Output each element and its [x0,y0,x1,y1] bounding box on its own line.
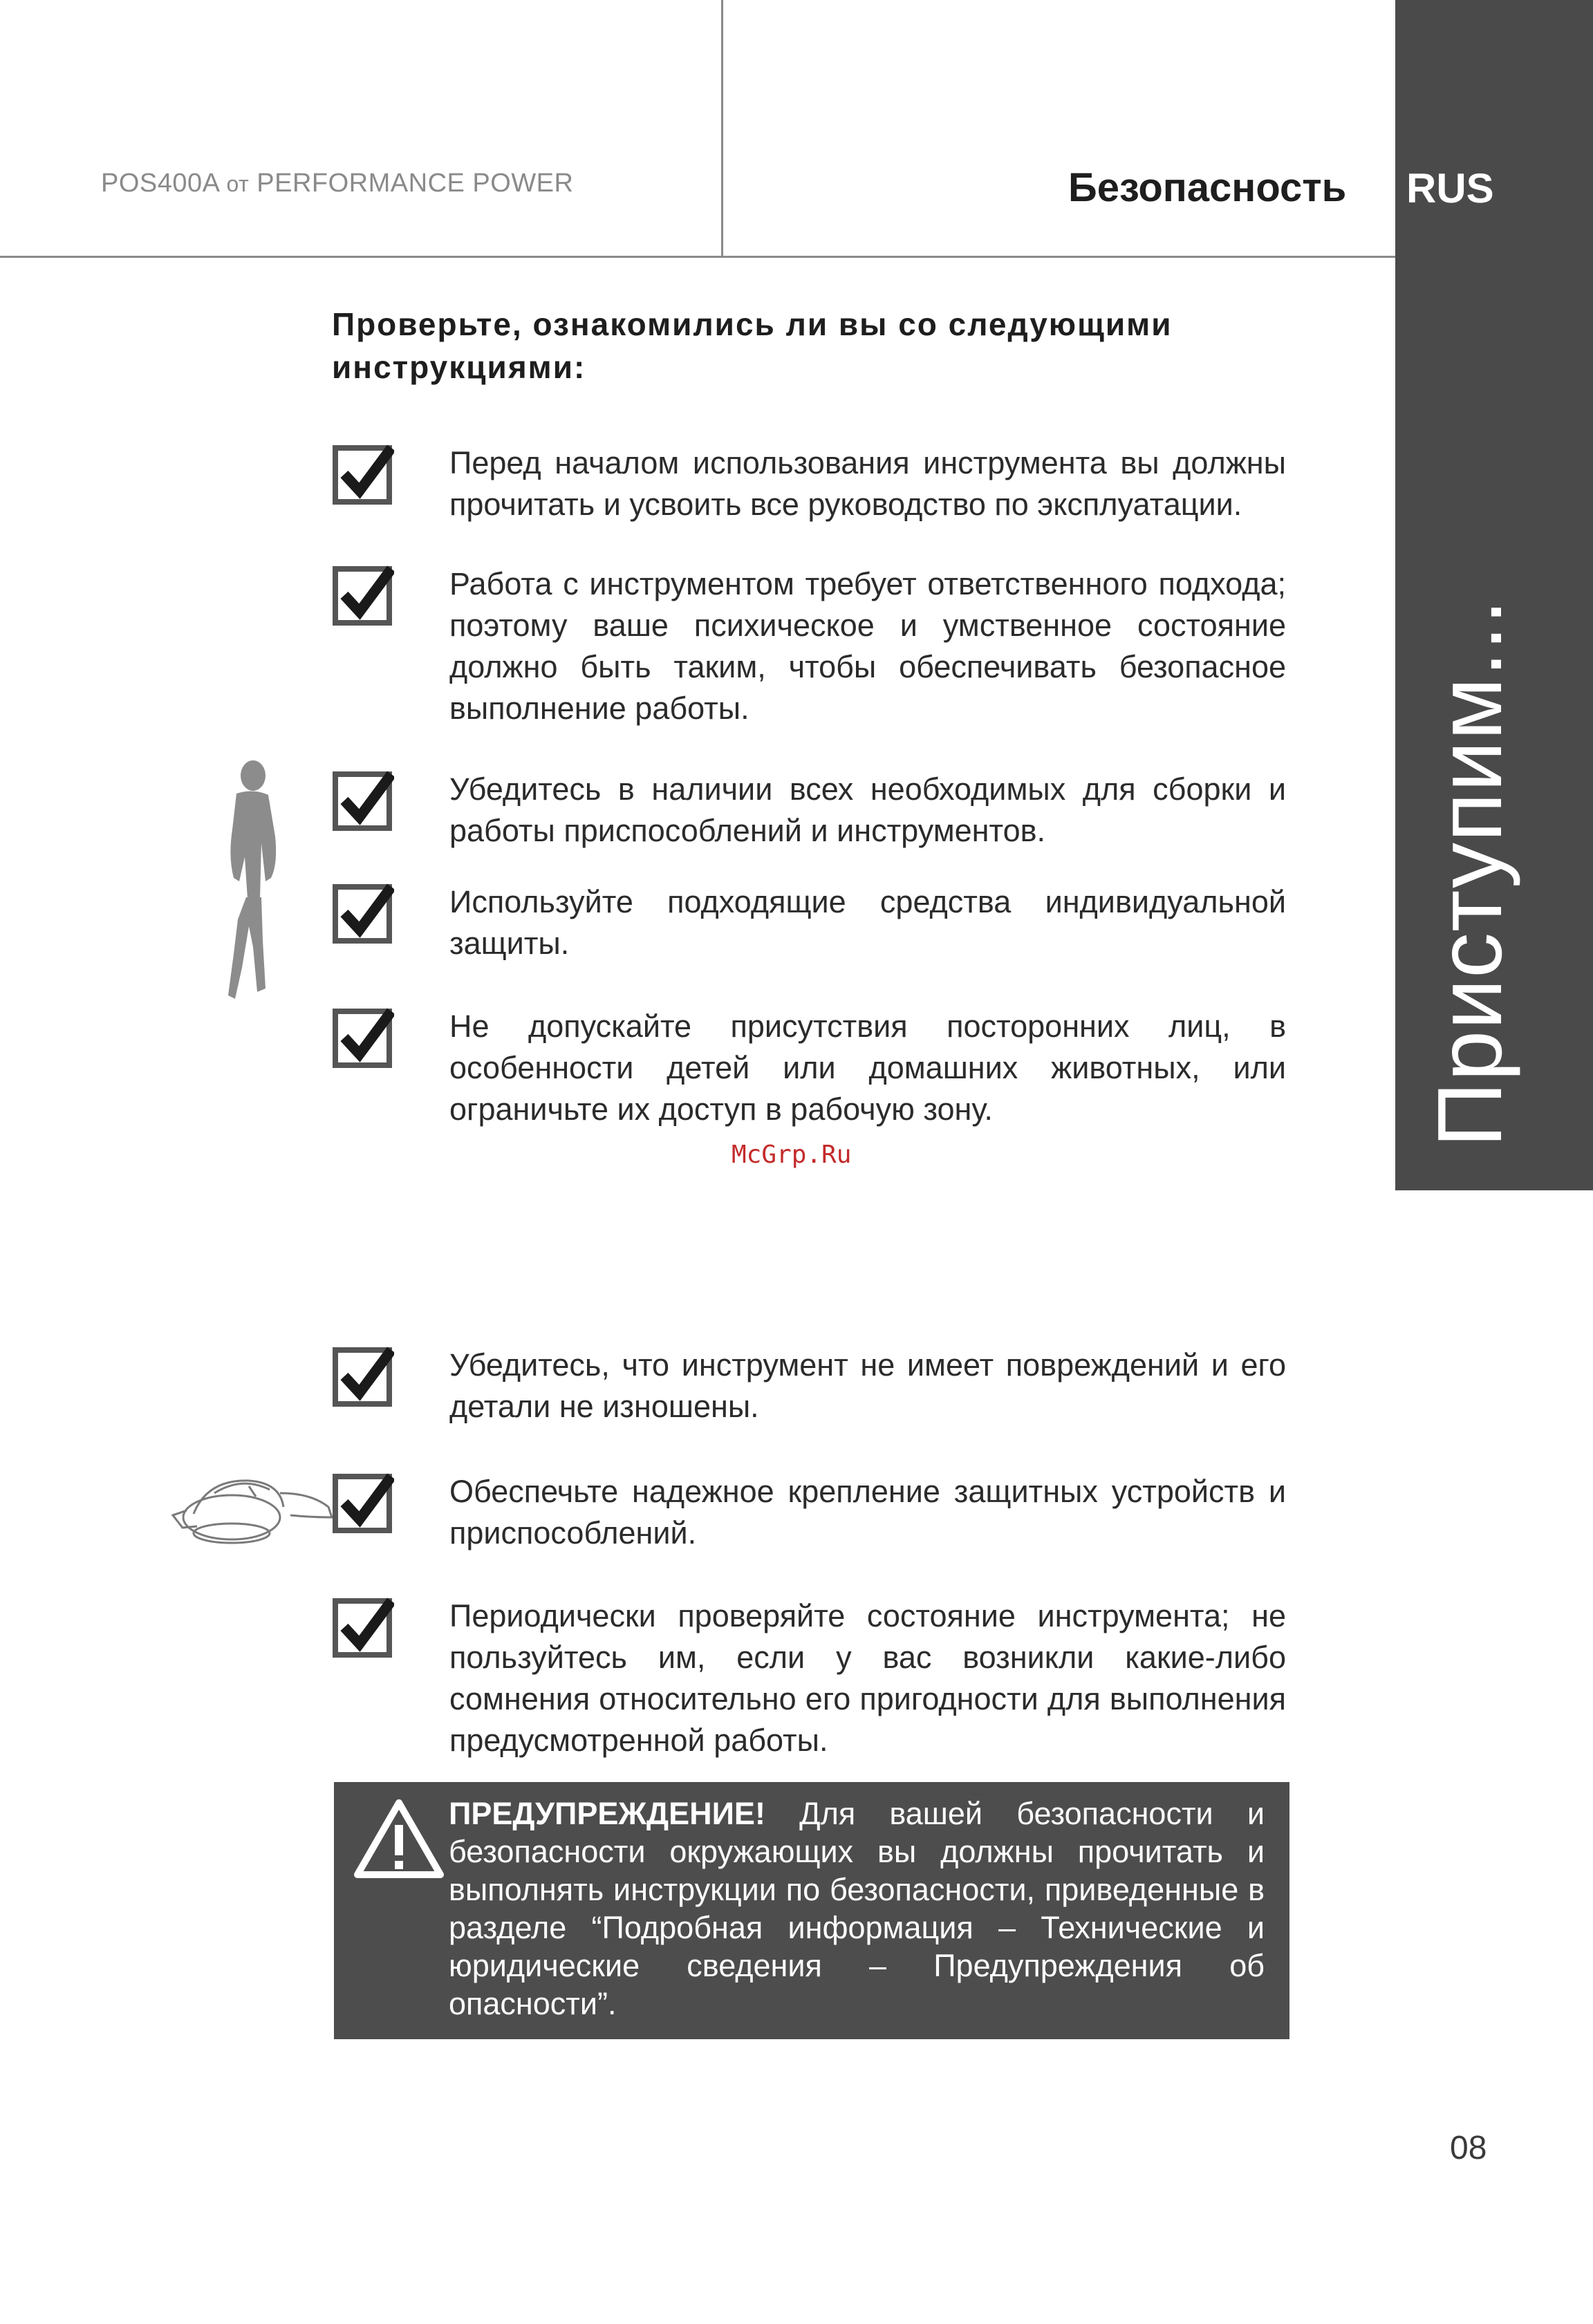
warning-body: Для вашей безопасности и безопасности окружающих вы должны прочитать и выполнять инструкции по безопасности, приведенные в разделе “Подробная информация – Технические и юридические сведения – Предупреждения об опасности”. [449,1796,1265,2021]
warning-text [449,1794,1265,2023]
warning-triangle-icon [353,1797,445,1880]
product-name [101,169,573,198]
person-icon [194,760,290,1002]
brand-by: от [226,171,250,196]
checkbox-checked-icon [332,1344,394,1407]
brand-name: PERFORMANCE POWER [249,169,574,198]
checkbox-checked-icon [332,1471,394,1533]
checklist-item-text: Используйте подходящие средства индивидуальной защиты. [449,884,1286,961]
intro-heading: Проверьте, ознакомились ли вы со следующими инструкциями: [332,306,1173,385]
watermark: McGrp.Ru [732,1141,852,1169]
checklist-item-text: Не допускайте присутствия посторонних лиц, в особенности детей или домашних животных, или ограничьте их доступ в рабочую зону. [449,1009,1286,1127]
page-number: 08 [1450,2130,1487,2166]
warning-label: ПРЕДУПРЕЖДЕНИЕ! [449,1796,765,1831]
header-divider-vertical [721,0,723,257]
checklist-item-text: Работа с инструментом требует ответственного подхода; поэтому ваше психическое и умственное состояние должно быть таким, чтобы обеспечивать безопасное выполнение работы. [449,566,1286,726]
checklist-item-text: Обеспечьте надежное крепление защитных устройств и приспособлений. [449,1474,1286,1550]
checklist-item-text: Убедитесь, что инструмент не имеет повреждений и его детали не изношены. [449,1347,1286,1424]
language-label: RUS [1406,165,1494,212]
chapter-title-vertical: Приступим... [1419,599,1520,1147]
checkbox-checked-icon [332,1006,394,1068]
checkbox-checked-icon [332,442,394,505]
checklist-item-text: Перед началом использования инструмента вы должны прочитать и усвоить все руководство по эксплуатации. [449,445,1286,522]
section-title: Безопасность [1068,165,1347,210]
checklist-item-text: Убедитесь в наличии всех необходимых для сборки и работы приспособлений и инструментов. [449,771,1286,848]
checkbox-checked-icon [332,563,394,626]
model-code: POS400A [101,169,227,198]
sander-icon [166,1452,339,1562]
header-divider-horizontal [0,256,1397,258]
checklist-item-text: Периодически проверяйте состояние инструмента; не пользуйтесь им, если у вас возникли какие-либо сомнения относительно его пригодности для выполнения предусмотренной работы. [449,1598,1286,1758]
checkbox-checked-icon [332,769,394,831]
checkbox-checked-icon [332,1595,394,1658]
checkbox-checked-icon [332,881,394,944]
warning-box [334,1782,1289,2039]
